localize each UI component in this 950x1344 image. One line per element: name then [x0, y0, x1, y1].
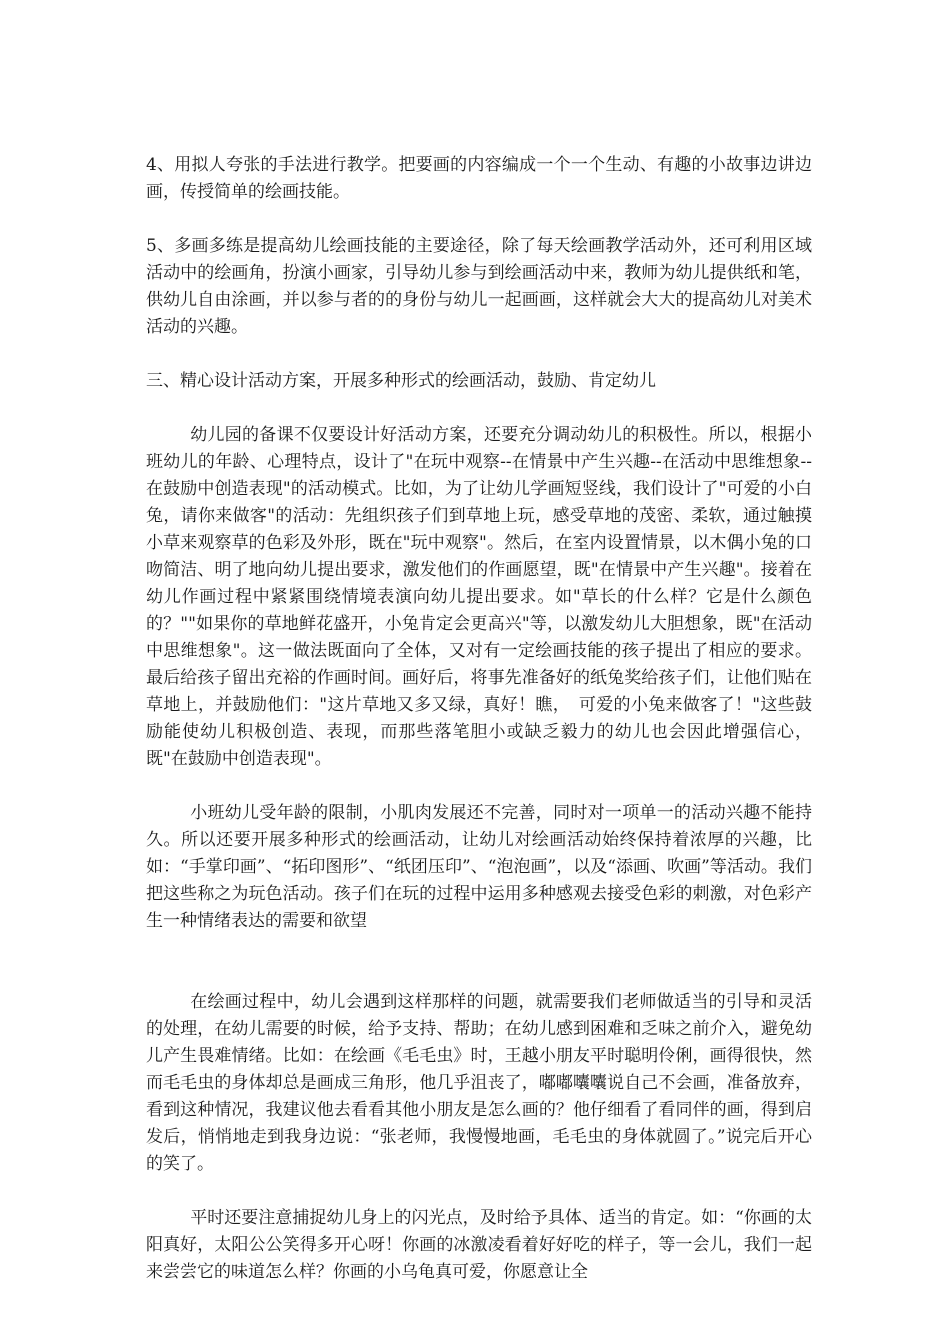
paragraph-activity-forms: 小班幼儿受年龄的限制，小肌肉发展还不完善，同时对一项单一的活动兴趣不能持久。所以还要开展多种形式的绘画活动，让幼儿对绘画活动始终保持着浓厚的兴趣，比如：“手掌印画”、“拓印图形”、“纸团压印”、“泡泡画”，以及“添画、吹画”等活动。我们把这些称之为玩色活动。孩子们在玩的过程中运用多种感观去接受色彩的刺激，对色彩产生一种情绪表达的需要和欲望 — [146, 803, 812, 931]
paragraph-spacer — [146, 206, 812, 233]
paragraph-guidance: 在绘画过程中，幼儿会遇到这样那样的问题，就需要我们老师做适当的引导和灵活的处理，在幼儿需要的时候，给予支持、帮助；在幼儿感到困难和乏味之前介入，避免幼儿产生畏难情绪。比如：在绘画《毛毛虫》时，王越小朋友平时聪明伶俐，画得很快，然而毛毛虫的身体却总是画成三角形，他几乎沮丧了，嘟嘟囔囔说自己不会画，准备放弃，看到这种情况，我建议他去看看其他小朋友是怎么画的？他仔细看了看同伴的画，得到启发后，悄悄地走到我身边说：“张老师，我慢慢地画，毛毛虫的身体就圆了。”说完后开心的笑了。 — [146, 992, 812, 1174]
document-body — [146, 152, 829, 1286]
paragraph-spacer — [146, 341, 812, 368]
paragraph-activity-plan: 幼儿园的备课不仅要设计好活动方案，还要充分调动幼儿的积极性。所以，根据小班幼儿的年龄、心理特点，设计了"在玩中观察--在情景中产生兴趣--在活动中思维想象--在鼓励中创造表现"的活动模式。比如，为了让幼儿学画短竖线，我们设计了"可爱的小白兔，请你来做客"的活动：先组织孩子们到草地上玩，感受草地的茂密、柔软，通过触摸小草来观察草的色彩及外形，既在"玩中观察"。然后，在室内设置情景，以木偶小兔的口吻简洁、明了地向幼儿提出要求，激发他们的作画愿望，既"在情景中产生兴趣"。接着在幼儿作画过程中紧紧围绕情境表演向幼儿提出要求。如"草长的什么样？它是什么颜色 的？""如果你的草地鲜花盛开，小兔肯定会更高兴"等，以激发幼儿大胆想象，既"在活动中思维想象"。这一做法既面向了全体，又对有一定绘画技能的孩子提出了相应的要求。最后给孩子留出充裕的作画时间。画好后，将事先准备好的纸兔奖给孩子们，让他们贴在草地上，并鼓励他们："这片草地又多又绿，真好！瞧， 可爱的小兔来做客了！"这些鼓励能使幼儿积极创造、表现，而那些落笔胆小或缺乏毅力的幼儿也会因此增强信心，既"在鼓励中创造表现"。 — [146, 425, 829, 769]
paragraph-item-4: 4、用拟人夸张的手法进行教学。把要画的内容编成一个一个生动、有趣的小故事边讲边画，传授简单的绘画技能。 — [146, 155, 812, 202]
paragraph-praise: 平时还要注意捕捉幼儿身上的闪光点，及时给予具体、适当的肯定。如：“你画的太阳真好，太阳公公笑得多开心呀！你画的冰激凌看着好好吃的样子，等一会儿，我们一起来尝尝它的味道怎么样？你画的小乌龟真可爱，你愿意让全 — [146, 1208, 812, 1282]
paragraph-spacer — [146, 395, 812, 422]
paragraph-spacer — [146, 1178, 812, 1205]
paragraph-spacer — [146, 935, 812, 989]
paragraph-spacer — [146, 773, 812, 800]
paragraph-item-5: 5、多画多练是提高幼儿绘画技能的主要途径，除了每天绘画教学活动外，还可利用区域活动中的绘画角，扮演小画家，引导幼儿参与到绘画活动中来，教师为幼儿提供纸和笔，供幼儿自由涂画，并以参与者的的身份与幼儿一起画画，这样就会大大的提高幼儿对美术活动的兴趣。 — [146, 236, 812, 337]
section-heading-3: 三、精心设计活动方案，开展多种形式的绘画活动，鼓励、肯定幼儿 — [146, 371, 656, 391]
